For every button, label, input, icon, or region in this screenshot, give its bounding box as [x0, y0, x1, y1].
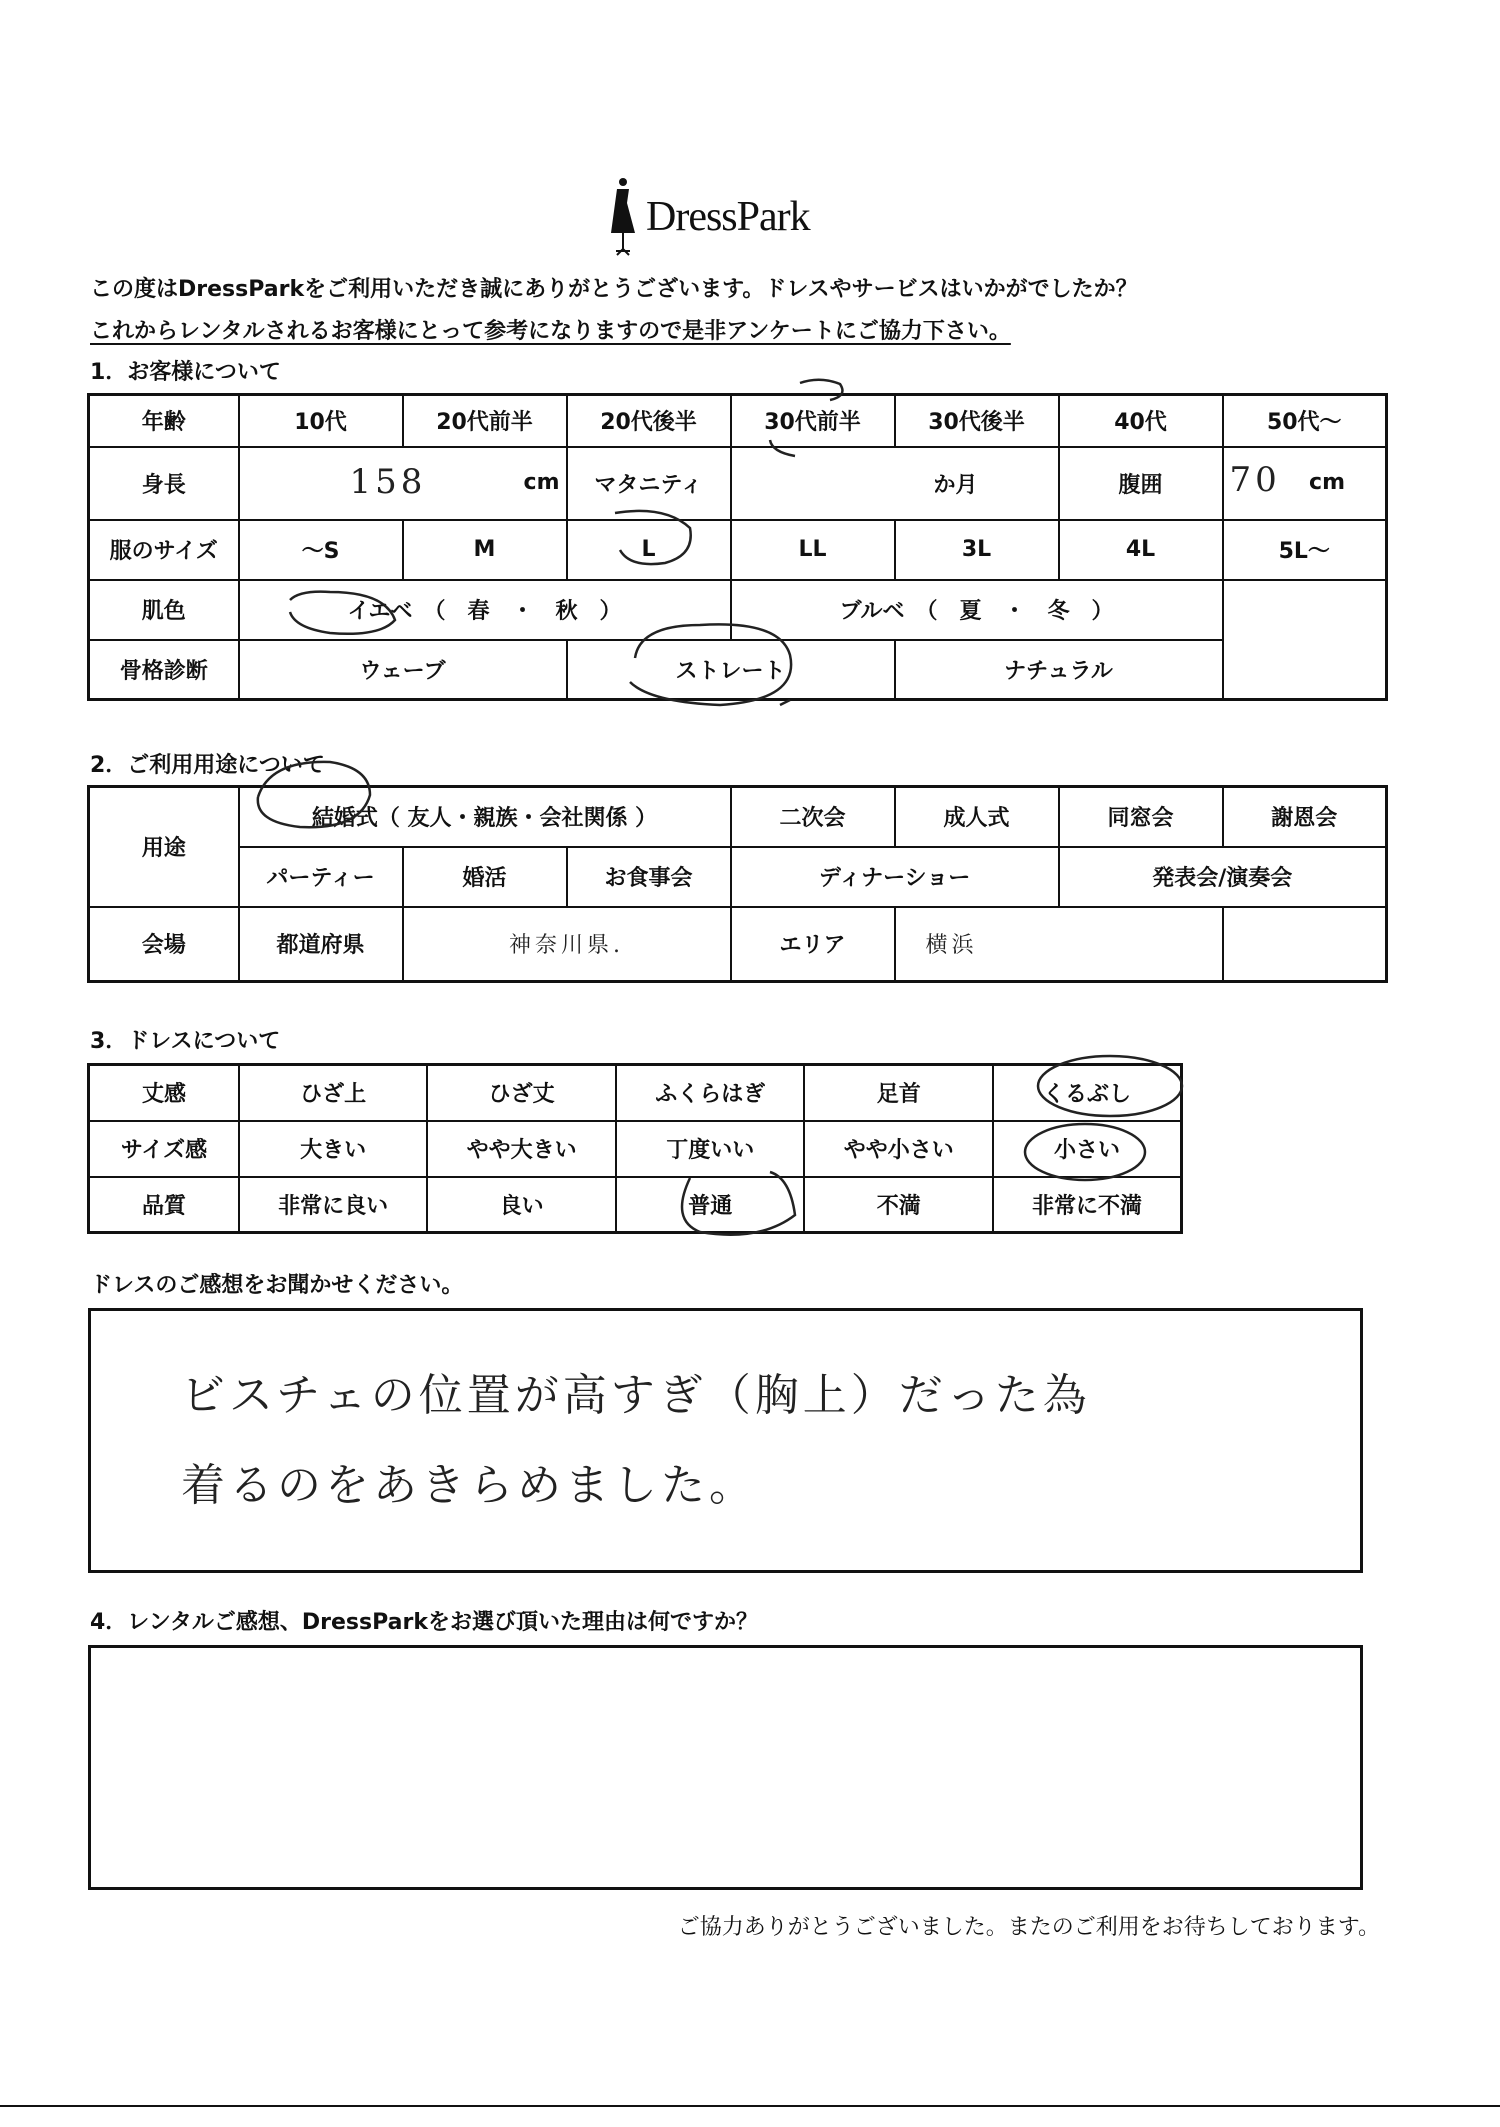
size-label: 服のサイズ: [89, 520, 239, 580]
bottom-divider: [0, 2105, 1500, 2107]
length-label: 丈感: [89, 1065, 239, 1121]
quality-label: 品質: [89, 1177, 239, 1233]
skin-row: [89, 580, 1387, 640]
length-option[interactable]: ひざ丈: [427, 1065, 616, 1121]
area-label: エリア: [731, 907, 895, 982]
skin-blue-option[interactable]: ブルベ （ 夏 ・ 冬 ）: [731, 580, 1223, 640]
fit-option[interactable]: やや大きい: [427, 1121, 616, 1177]
frame-option-selected[interactable]: ストレート: [567, 640, 895, 700]
dress-icon: [608, 177, 638, 257]
purpose-row-2: [89, 847, 1387, 907]
waist-label: 腹囲: [1059, 447, 1223, 520]
size-option[interactable]: 4L: [1059, 520, 1223, 580]
prefecture-value[interactable]: 神奈川県.: [403, 907, 731, 982]
blank-cell: [1223, 580, 1387, 640]
dress-table: [87, 1063, 1183, 1234]
size-row: [89, 520, 1387, 580]
blank-cell: [1223, 907, 1387, 982]
area-value[interactable]: 横浜: [895, 907, 1223, 982]
fit-row: [89, 1121, 1182, 1177]
age-option[interactable]: 10代: [239, 395, 403, 447]
section-1-title: 1．お客様について: [90, 360, 281, 385]
height-label: 身長: [89, 447, 239, 520]
waist-value: 70: [1229, 459, 1281, 500]
height-value: 158: [349, 461, 427, 502]
purpose-label: 用途: [89, 787, 239, 907]
age-row: [89, 395, 1387, 447]
purpose-option[interactable]: 二次会: [731, 787, 895, 847]
venue-label: 会場: [89, 907, 239, 982]
length-option[interactable]: ふくらはぎ: [616, 1065, 805, 1121]
blank-cell: [1223, 640, 1387, 700]
frame-row: [89, 640, 1387, 700]
purpose-option[interactable]: パーティー: [239, 847, 403, 907]
purpose-option[interactable]: ディナーショー: [731, 847, 1059, 907]
age-option[interactable]: 40代: [1059, 395, 1223, 447]
size-option[interactable]: 3L: [895, 520, 1059, 580]
impression-box[interactable]: [88, 1308, 1363, 1573]
frame-label: 骨格診断: [89, 640, 239, 700]
quality-option[interactable]: 良い: [427, 1177, 616, 1233]
footer-message: ご協力ありがとうございました。またのご利用をお待ちしております。: [677, 1915, 1380, 1940]
waist-unit: cm: [1309, 469, 1345, 495]
fit-option-selected[interactable]: 小さい: [993, 1121, 1182, 1177]
quality-row: [89, 1177, 1182, 1233]
purpose-table: [87, 785, 1388, 983]
intro-line-2: これからレンタルされるお客様にとって参考になりますので是非アンケートにご協力下さい。: [90, 319, 1011, 344]
purpose-option[interactable]: 発表会/演奏会: [1059, 847, 1387, 907]
logo: [608, 172, 810, 262]
purpose-option[interactable]: 同窓会: [1059, 787, 1223, 847]
age-option[interactable]: 50代〜: [1223, 395, 1387, 447]
section-4-title: 4．レンタルご感想、DressParkをお選び頂いた理由は何ですか？: [90, 1610, 758, 1635]
size-option[interactable]: M: [403, 520, 567, 580]
age-option[interactable]: 20代前半: [403, 395, 567, 447]
fit-option[interactable]: 大きい: [239, 1121, 428, 1177]
reason-box[interactable]: [88, 1645, 1363, 1890]
purpose-option[interactable]: 成人式: [895, 787, 1059, 847]
skin-yellow-option[interactable]: イエベ （ 春 ・ 秋 ）: [239, 580, 731, 640]
quality-option[interactable]: 非常に不満: [993, 1177, 1182, 1233]
fit-label: サイズ感: [89, 1121, 239, 1177]
fit-option[interactable]: やや小さい: [804, 1121, 993, 1177]
age-option[interactable]: 30代後半: [895, 395, 1059, 447]
size-option[interactable]: 〜S: [239, 520, 403, 580]
age-label: 年齢: [89, 395, 239, 447]
purpose-option[interactable]: 謝恩会: [1223, 787, 1387, 847]
height-unit: cm: [523, 469, 560, 495]
customer-table: [87, 393, 1388, 701]
purpose-option[interactable]: 婚活: [403, 847, 567, 907]
height-row: [89, 447, 1387, 520]
purpose-row-1: [89, 787, 1387, 847]
size-option-selected[interactable]: L: [567, 520, 731, 580]
impression-line-1: ビスチェの位置が高すぎ（胸上）だった為: [181, 1370, 1091, 1421]
size-option[interactable]: 5L〜: [1223, 520, 1387, 580]
quality-option-selected[interactable]: 普通: [616, 1177, 805, 1233]
purpose-option[interactable]: お食事会: [567, 847, 731, 907]
length-option[interactable]: ひざ上: [239, 1065, 428, 1121]
quality-option[interactable]: 不満: [804, 1177, 993, 1233]
age-option-selected[interactable]: 30代前半: [731, 395, 895, 447]
length-row: [89, 1065, 1182, 1121]
length-option-selected[interactable]: くるぶし: [993, 1065, 1182, 1121]
frame-option[interactable]: ウェーブ: [239, 640, 567, 700]
quality-option[interactable]: 非常に良い: [239, 1177, 428, 1233]
section-2-title: 2．ご利用用途について: [90, 753, 325, 778]
impression-label: ドレスのご感想をお聞かせください。: [90, 1273, 464, 1298]
height-cell[interactable]: [239, 447, 567, 520]
impression-line-2: 着るのをあきらめました。: [181, 1460, 757, 1511]
size-option[interactable]: LL: [731, 520, 895, 580]
maternity-label: マタニティ: [567, 447, 731, 520]
frame-option[interactable]: ナチュラル: [895, 640, 1223, 700]
logo-text: DressPark: [646, 194, 810, 240]
length-option[interactable]: 足首: [804, 1065, 993, 1121]
prefecture-label: 都道府県: [239, 907, 403, 982]
maternity-unit: か月: [933, 472, 978, 498]
venue-row: [89, 907, 1387, 982]
fit-option[interactable]: 丁度いい: [616, 1121, 805, 1177]
intro-line-1: この度はDressParkをご利用いただき誠にありがとうございます。ドレスやサービスはいかがでしたか？: [90, 277, 1138, 302]
purpose-option-selected[interactable]: 結婚式（ 友人・親族・会社関係 ）: [239, 787, 731, 847]
skin-label: 肌色: [89, 580, 239, 640]
waist-cell[interactable]: [1223, 447, 1387, 520]
maternity-cell[interactable]: [731, 447, 1059, 520]
age-option[interactable]: 20代後半: [567, 395, 731, 447]
section-3-title: 3．ドレスについて: [90, 1029, 281, 1054]
